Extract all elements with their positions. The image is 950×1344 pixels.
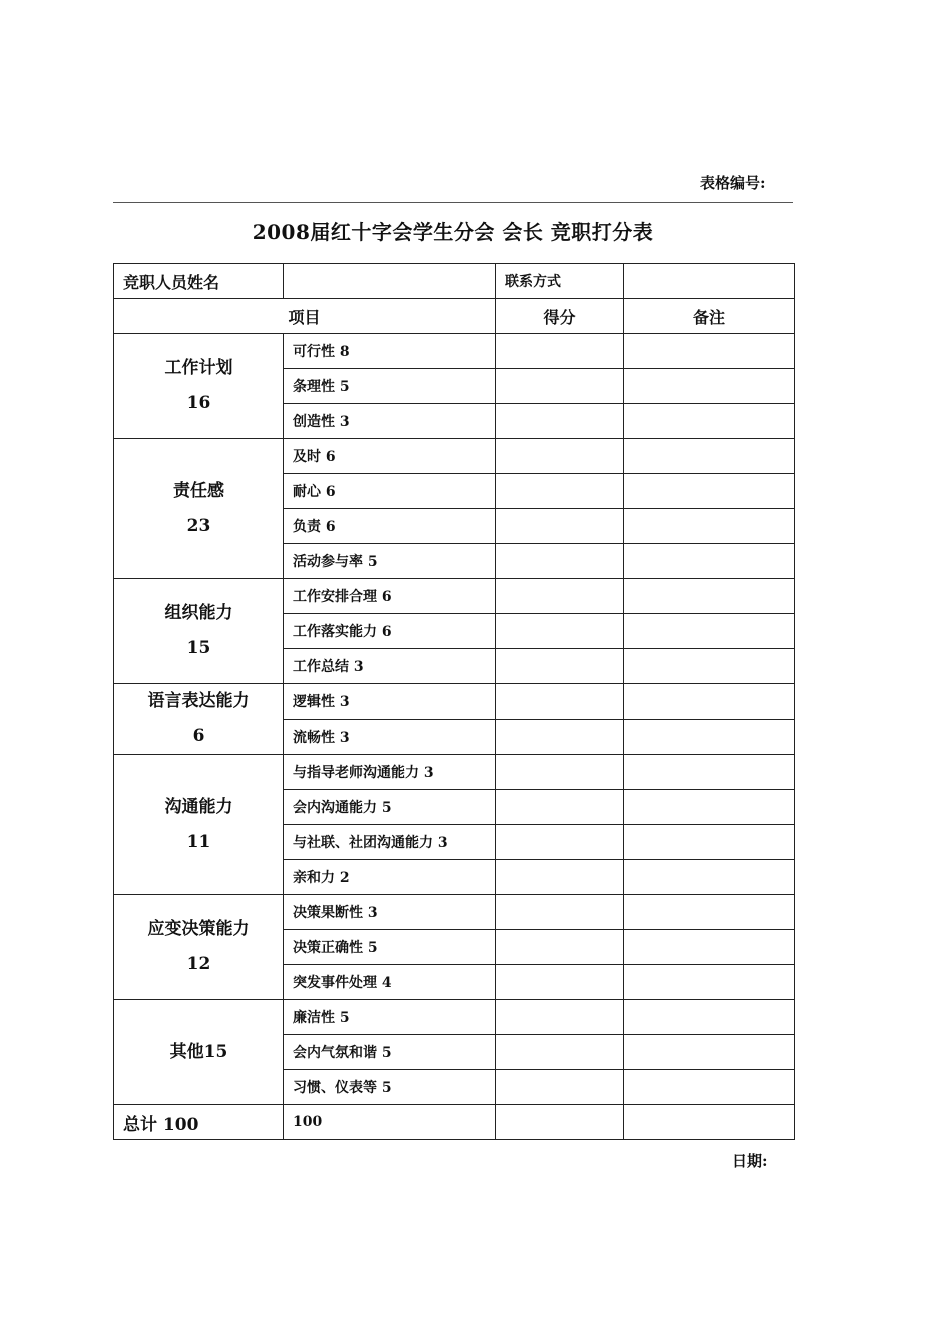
date-label: 日期: bbox=[732, 1152, 768, 1170]
category-points: 15 bbox=[186, 638, 211, 658]
note-cell[interactable] bbox=[624, 965, 795, 1000]
note-cell[interactable] bbox=[624, 544, 795, 579]
note-cell[interactable] bbox=[624, 825, 795, 860]
category-points: 16 bbox=[186, 393, 211, 413]
scoring-table bbox=[113, 263, 795, 1140]
criterion-label: 突发事件处理 4 bbox=[284, 965, 496, 1000]
note-cell[interactable] bbox=[624, 334, 795, 369]
note-cell[interactable] bbox=[624, 1000, 795, 1035]
criterion-label: 负责 6 bbox=[284, 509, 496, 544]
criterion-row bbox=[114, 579, 795, 614]
total-label: 总计 100 bbox=[114, 1105, 284, 1140]
note-cell[interactable] bbox=[624, 474, 795, 509]
note-cell[interactable] bbox=[624, 895, 795, 930]
score-cell[interactable] bbox=[496, 895, 624, 930]
criterion-label: 与社联、社团沟通能力 3 bbox=[284, 825, 496, 860]
score-cell[interactable] bbox=[496, 825, 624, 860]
contact-field[interactable] bbox=[624, 264, 795, 299]
note-cell[interactable] bbox=[624, 1035, 795, 1070]
note-cell[interactable] bbox=[624, 614, 795, 649]
category-points: 11 bbox=[186, 831, 211, 852]
criterion-label: 流畅性 3 bbox=[284, 719, 496, 755]
criterion-label: 工作总结 3 bbox=[284, 649, 496, 684]
score-cell[interactable] bbox=[496, 369, 624, 404]
score-cell[interactable] bbox=[496, 684, 624, 720]
criterion-label: 创造性 3 bbox=[284, 404, 496, 439]
criterion-row bbox=[114, 439, 795, 474]
criterion-label: 可行性 8 bbox=[284, 334, 496, 369]
criterion-label: 与指导老师沟通能力 3 bbox=[284, 755, 496, 790]
page-title: 2008届红十字会学生分会 会长 竞职打分表 bbox=[252, 220, 654, 244]
score-cell[interactable] bbox=[496, 1070, 624, 1105]
category-name: 工作计划 bbox=[164, 358, 233, 378]
total-row bbox=[114, 1105, 795, 1140]
note-cell[interactable] bbox=[624, 439, 795, 474]
note-cell[interactable] bbox=[624, 369, 795, 404]
note-cell[interactable] bbox=[624, 579, 795, 614]
note-cell[interactable] bbox=[624, 404, 795, 439]
criterion-row bbox=[114, 1000, 795, 1035]
criterion-label: 习惯、仪表等 5 bbox=[284, 1070, 496, 1105]
header-row bbox=[114, 299, 795, 334]
criterion-label: 决策正确性 5 bbox=[284, 930, 496, 965]
criterion-label: 工作落实能力 6 bbox=[284, 614, 496, 649]
column-header-item: 项目 bbox=[114, 299, 496, 334]
criterion-label: 廉洁性 5 bbox=[284, 1000, 496, 1035]
score-cell[interactable] bbox=[496, 965, 624, 1000]
category-name: 沟通能力 bbox=[164, 796, 233, 817]
criterion-row bbox=[114, 334, 795, 369]
criterion-label: 亲和力 2 bbox=[284, 860, 496, 895]
category-cell bbox=[114, 684, 284, 755]
score-cell[interactable] bbox=[496, 860, 624, 895]
category-cell bbox=[114, 439, 284, 579]
column-header-score: 得分 bbox=[496, 299, 624, 334]
category-name: 组织能力 bbox=[164, 603, 233, 623]
candidate-name-field[interactable] bbox=[284, 264, 496, 299]
contact-label: 联系方式 bbox=[496, 264, 624, 299]
note-cell[interactable] bbox=[624, 719, 795, 755]
score-cell[interactable] bbox=[496, 755, 624, 790]
total-score-cell[interactable] bbox=[496, 1105, 624, 1140]
category-cell bbox=[114, 334, 284, 439]
criterion-row bbox=[114, 895, 795, 930]
criterion-label: 耐心 6 bbox=[284, 474, 496, 509]
category-cell bbox=[114, 579, 284, 684]
category-name: 其他15 bbox=[169, 1041, 228, 1062]
note-cell[interactable] bbox=[624, 860, 795, 895]
score-cell[interactable] bbox=[496, 790, 624, 825]
note-cell[interactable] bbox=[624, 1070, 795, 1105]
category-cell bbox=[114, 1000, 284, 1105]
score-cell[interactable] bbox=[496, 1000, 624, 1035]
candidate-name-label: 竞职人员姓名 bbox=[114, 264, 284, 299]
score-cell[interactable] bbox=[496, 334, 624, 369]
note-cell[interactable] bbox=[624, 790, 795, 825]
category-name: 语言表达能力 bbox=[147, 691, 250, 711]
category-cell bbox=[114, 895, 284, 1000]
note-cell[interactable] bbox=[624, 930, 795, 965]
criterion-label: 决策果断性 3 bbox=[284, 895, 496, 930]
criterion-label: 活动参与率 5 bbox=[284, 544, 496, 579]
score-cell[interactable] bbox=[496, 614, 624, 649]
score-cell[interactable] bbox=[496, 544, 624, 579]
criterion-label: 工作安排合理 6 bbox=[284, 579, 496, 614]
criterion-label: 逻辑性 3 bbox=[284, 684, 496, 720]
category-points: 12 bbox=[186, 954, 211, 974]
criterion-label: 会内沟通能力 5 bbox=[284, 790, 496, 825]
total-value: 100 bbox=[284, 1105, 496, 1140]
note-cell[interactable] bbox=[624, 509, 795, 544]
criterion-label: 及时 6 bbox=[284, 439, 496, 474]
score-cell[interactable] bbox=[496, 930, 624, 965]
total-note-cell[interactable] bbox=[624, 1105, 795, 1140]
score-cell[interactable] bbox=[496, 439, 624, 474]
form-number-label: 表格编号: bbox=[700, 174, 766, 192]
column-header-note: 备注 bbox=[624, 299, 795, 334]
note-cell[interactable] bbox=[624, 684, 795, 720]
category-points: 6 bbox=[192, 726, 205, 746]
score-cell[interactable] bbox=[496, 719, 624, 755]
score-cell[interactable] bbox=[496, 474, 624, 509]
note-cell[interactable] bbox=[624, 755, 795, 790]
category-cell bbox=[114, 755, 284, 895]
name-row bbox=[114, 264, 795, 299]
score-cell[interactable] bbox=[496, 404, 624, 439]
score-cell[interactable] bbox=[496, 579, 624, 614]
header-divider bbox=[113, 202, 793, 203]
category-name: 责任感 bbox=[173, 480, 224, 501]
criterion-label: 会内气氛和谐 5 bbox=[284, 1035, 496, 1070]
score-cell[interactable] bbox=[496, 1035, 624, 1070]
score-cell[interactable] bbox=[496, 509, 624, 544]
criterion-row bbox=[114, 755, 795, 790]
score-cell[interactable] bbox=[496, 649, 624, 684]
category-name: 应变决策能力 bbox=[147, 919, 250, 939]
category-points: 23 bbox=[186, 515, 211, 536]
criterion-label: 条理性 5 bbox=[284, 369, 496, 404]
note-cell[interactable] bbox=[624, 649, 795, 684]
criterion-row bbox=[114, 684, 795, 720]
